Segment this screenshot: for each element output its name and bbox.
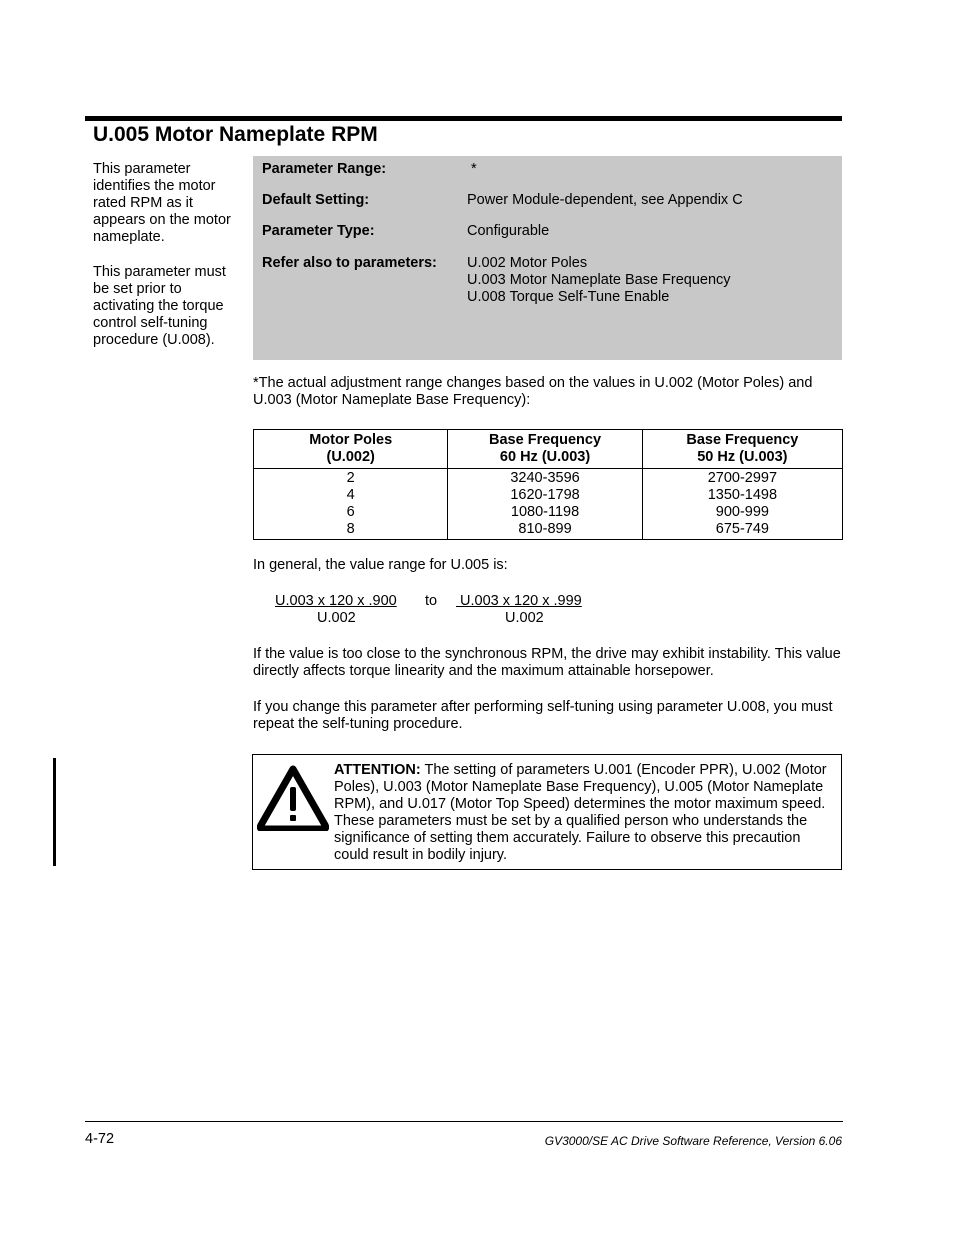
- parameter-type-value: Configurable: [467, 223, 550, 239]
- change-bar: [53, 758, 56, 866]
- attention-text: [334, 762, 834, 864]
- warning-triangle-icon: [257, 765, 329, 831]
- page-title: U.005 Motor Nameplate RPM: [93, 123, 378, 146]
- side-description-para-1: This parameter identifies the motor rated RPM as it appears on the motor nameplate.: [93, 161, 231, 245]
- motor-poles-cell: 2 4 6 8: [254, 469, 448, 540]
- parameter-summary-box: [253, 156, 842, 360]
- refer-also-item: U.003 Motor Nameplate Base Frequency: [467, 272, 731, 288]
- range-footnote: *The actual adjustment range changes based on the values in U.002 (Motor Poles) and U.003 (Motor Nameplate Base Frequency):: [253, 375, 813, 408]
- parameter-range-value: *: [471, 161, 477, 177]
- formula-right-numerator: U.003 x 120 x .999: [456, 593, 582, 609]
- formula-right-denominator: U.002: [505, 610, 544, 626]
- refer-also-item: U.008 Torque Self-Tune Enable: [467, 289, 670, 305]
- self-tuning-paragraph: If you change this parameter after performing self-tuning using parameter U.008, you must repeat the self-tuning procedure.: [253, 699, 833, 732]
- default-setting-label: Default Setting:: [262, 192, 370, 208]
- base-frequency-50hz-cell: 2700-2997 1350-1498 900-999 675-749: [642, 469, 842, 540]
- formula-left-numerator: U.003 x 120 x .900: [275, 593, 397, 609]
- table-row: [254, 469, 843, 540]
- rpm-range-table: [253, 429, 843, 540]
- table-header-50hz: Base Frequency 50 Hz (U.003): [642, 430, 842, 469]
- side-description: [93, 161, 245, 367]
- refer-also-label: Refer also to parameters:: [262, 255, 437, 271]
- footer-rule: [85, 1121, 843, 1122]
- attention-body: The setting of parameters U.001 (Encoder PPR), U.002 (Motor Poles), U.003 (Motor Nameplate Base Frequency), U.005 (Motor Nameplate RPM), and U.017 (Motor Top Speed) determines the motor maximum speed. These parameters must be set by a qualified person who understands the significance of setting them accurately. Failure to observe this precaution could result in bodily injury.: [334, 762, 827, 863]
- title-rule: [85, 116, 842, 121]
- instability-paragraph: If the value is too close to the synchronous RPM, the drive may exhibit instability. This value directly affects torque linearity and the maximum attainable horsepower.: [253, 646, 841, 679]
- page-number: 4-72: [85, 1131, 115, 1147]
- side-description-para-2: This parameter must be set prior to activating the torque control self-tuning procedure (U.008).: [93, 264, 226, 348]
- table-header-60hz: Base Frequency 60 Hz (U.003): [448, 430, 642, 469]
- refer-also-item: U.002 Motor Poles: [467, 255, 588, 271]
- document-reference: GV3000/SE AC Drive Software Reference, Version 6.06: [544, 1134, 842, 1148]
- base-frequency-60hz-cell: 3240-3596 1620-1798 1080-1198 810-899: [448, 469, 642, 540]
- parameter-range-label: Parameter Range:: [262, 161, 387, 177]
- general-range-text: In general, the value range for U.005 is:: [253, 557, 508, 573]
- formula-left-denominator: U.002: [317, 610, 356, 626]
- default-setting-value: Power Module-dependent, see Appendix C: [467, 192, 743, 208]
- table-header-motor-poles: Motor Poles (U.002): [254, 430, 448, 469]
- formula-to: to: [425, 593, 438, 609]
- parameter-type-label: Parameter Type:: [262, 223, 375, 239]
- attention-box: [252, 754, 842, 870]
- attention-label: ATTENTION:: [334, 762, 421, 778]
